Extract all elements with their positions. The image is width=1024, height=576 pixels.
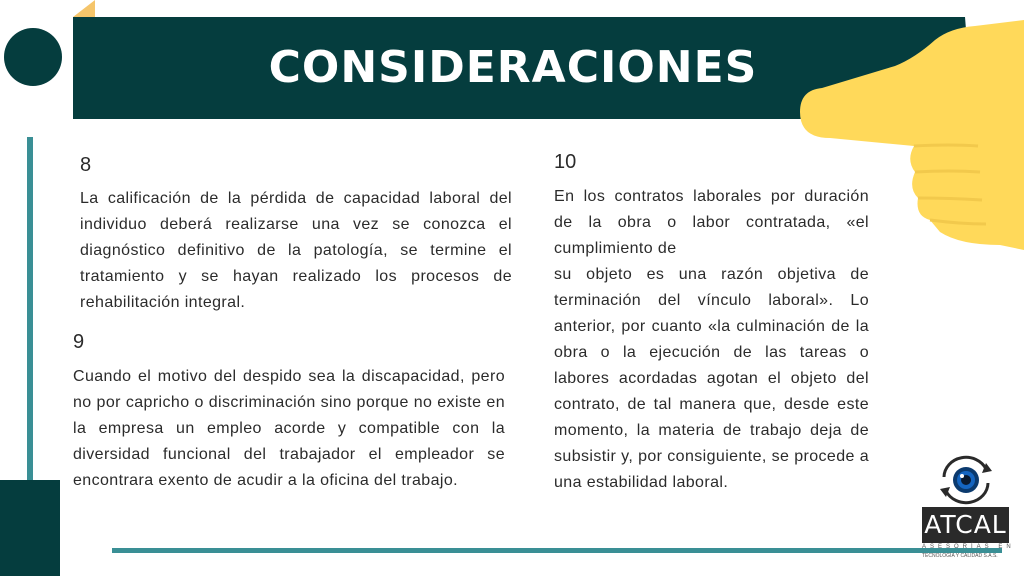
section-text-8: La calificación de la pérdida de capacidad laboral del individuo deberá realizarse una vez se conozca el diagnóstico definitivo de la patología, se termine el tratamiento y se hayan realizado los procesos de rehabilitación integral. bbox=[80, 190, 512, 311]
logo-subtitle-2: TECNOLOGÍA Y CALIDAD S.A.S. bbox=[922, 553, 998, 559]
logo-wordmark: ATCAL bbox=[922, 507, 1009, 543]
decorative-circle bbox=[4, 28, 62, 86]
bottom-accent-line bbox=[112, 548, 1002, 553]
corner-triangle bbox=[73, 0, 95, 17]
section-text-10 bbox=[554, 184, 869, 496]
section-number-10: 10 bbox=[554, 151, 577, 173]
section-number-9: 9 bbox=[73, 331, 85, 353]
logo-subtitle-1: ASESORÍAS EN bbox=[922, 544, 1015, 550]
eye-logo-icon bbox=[936, 455, 996, 505]
section-text-10-line1: En los contratos laborales por duración de la obra o labor contratada, «el cumplimiento de bbox=[554, 188, 869, 257]
left-bottom-block bbox=[0, 480, 60, 576]
section-text-9: Cuando el motivo del despido sea la discapacidad, pero no por capricho o discriminación sino porque no existe en la empresa un empleo acorde y compatible con la diversidad funcional del trabajador el empleador se encontrara exento de acudir a la oficina del trabajo. bbox=[73, 368, 505, 489]
section-number-8: 8 bbox=[80, 154, 92, 176]
section-text-10-line2: su objeto es una razón objetiva de terminación del vínculo laboral». Lo anterior, por cuanto «la culminación de la obra o la ejecución de las tareas o labores acordadas agotan el objeto del contrato, de tal manera que, desde este momento, la materia de trabajo deja de subsistir y, por consiguiente, se procede a una estabilidad laboral. bbox=[554, 266, 869, 491]
page-title: CONSIDERACIONES bbox=[268, 42, 758, 93]
